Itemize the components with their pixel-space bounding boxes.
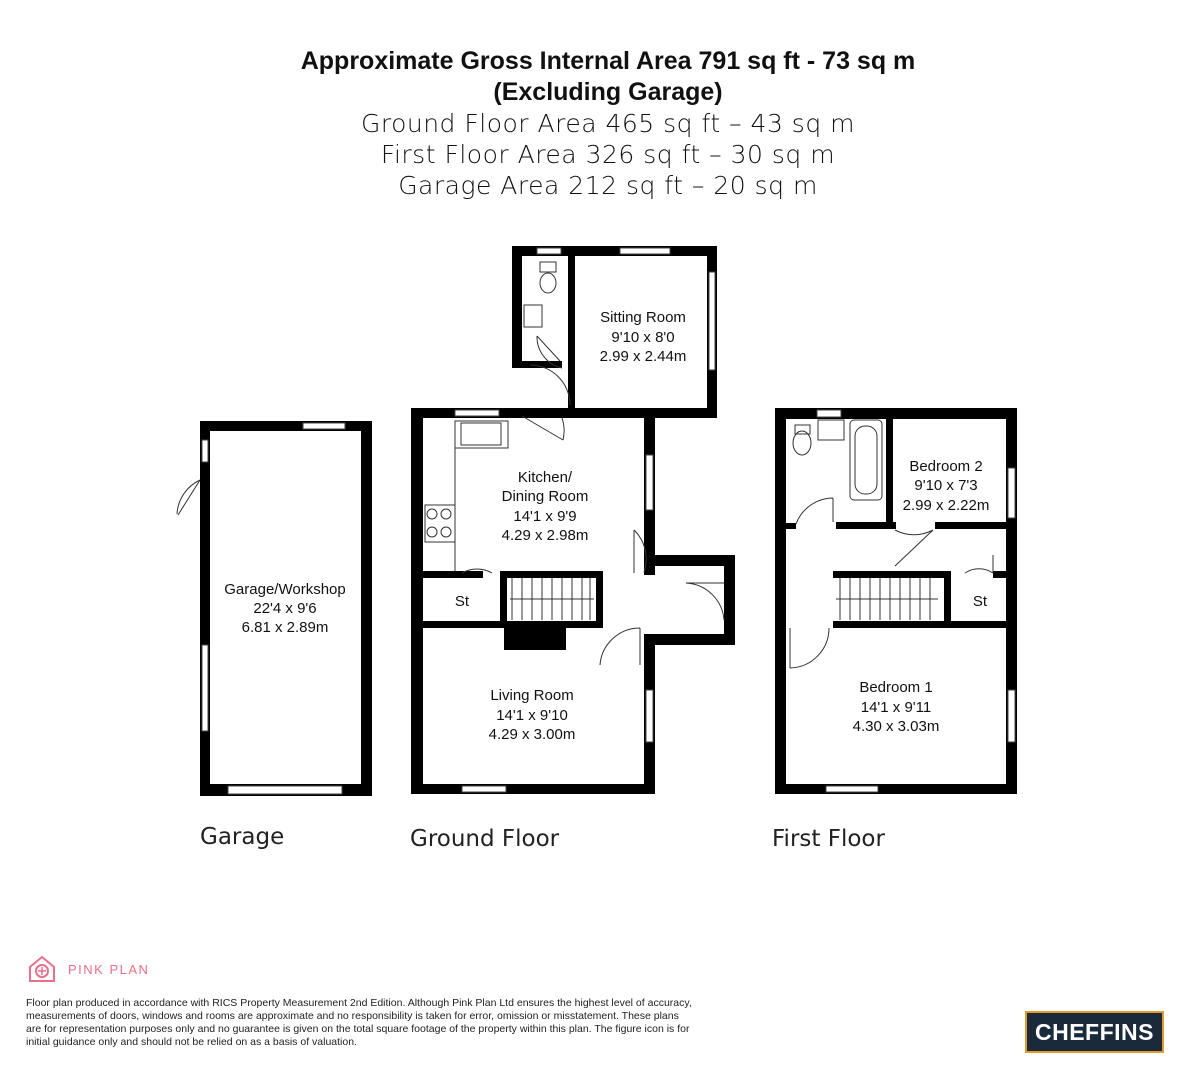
disclaimer: Floor plan produced in accordance with RICS Property Measurement 2nd Edition. Although Pink Plan Ltd ensures the highest level of accuracy, measurements of doors, windows and rooms are approximate and no responsibility is taken for error, omission or misstatement. These plans are for representation purposes only and no guarantee is given on the total square footage of the property within this plan. The figure icon is for initial guidance only and should not be relied on as a basis of valuation. xyxy=(26,997,692,1048)
porch-wall-right xyxy=(724,555,735,645)
bedroom1-imperial: 14'1 x 9'11 xyxy=(860,699,932,716)
porch-wall-bottom xyxy=(644,634,735,645)
bath-inner xyxy=(855,426,877,494)
garage-wall-left xyxy=(200,421,210,796)
pink-plan-logo xyxy=(26,953,149,985)
sitting-window-side xyxy=(709,272,715,370)
sitting-door xyxy=(522,365,570,440)
stair-wall-left xyxy=(500,571,507,626)
bedroom1-name: Bedroom 1 xyxy=(859,679,933,696)
wc-sitting-partition xyxy=(568,246,575,411)
bathroom-wall-bottom xyxy=(836,522,896,529)
chimney-breast xyxy=(504,626,566,650)
garage-wall-top xyxy=(200,421,372,431)
sitting-room-name: Sitting Room xyxy=(600,309,686,326)
porch-wall-top xyxy=(644,555,735,566)
garage-window-top xyxy=(303,423,345,429)
wc-window xyxy=(537,248,561,254)
bath-bed2-partition xyxy=(886,419,893,529)
bed2-wall-bottom xyxy=(935,522,1006,529)
kitchen-side-window xyxy=(646,455,653,510)
garage-wall-right xyxy=(361,421,372,796)
house-icon xyxy=(26,953,58,985)
hob-ring-1 xyxy=(427,509,437,519)
hob-ring-3 xyxy=(427,527,437,537)
bed1-door xyxy=(790,628,829,668)
sitting-room-imperial: 9'10 x 8'0 xyxy=(611,329,675,346)
ground-floor-area: Ground Floor Area 465 sq ft – 43 sq m xyxy=(360,109,856,138)
first-bath-window xyxy=(817,410,841,417)
excluding-garage-note: (Excluding Garage) xyxy=(493,78,723,106)
bed2-door xyxy=(895,530,933,566)
first-store-label: St xyxy=(972,593,988,610)
living-room-metric: 4.29 x 3.00m xyxy=(488,726,576,743)
ground-wall-bottom xyxy=(411,784,655,794)
wc-toilet xyxy=(540,273,556,293)
first-wall-bottom xyxy=(775,784,1017,794)
bed2-window xyxy=(1008,468,1015,518)
ground-inner-wall-2 xyxy=(500,571,600,578)
living-room-imperial: 14'1 x 9'10 xyxy=(496,707,568,724)
living-side-window xyxy=(646,690,653,742)
garage-imperial: 22'4 x 9'6 xyxy=(253,600,317,617)
living-window xyxy=(462,786,506,792)
garage-area: Garage Area 212 sq ft – 20 sq m xyxy=(398,171,818,200)
bed1-window xyxy=(826,786,878,792)
bedroom2-metric: 2.99 x 2.22m xyxy=(902,497,990,514)
bedroom2-name: Bedroom 2 xyxy=(909,458,983,475)
first-basin xyxy=(818,420,844,440)
living-door xyxy=(600,628,640,665)
sitting-window-top xyxy=(620,248,670,254)
wc-wall-bottom xyxy=(512,361,562,368)
kitchen-metric: 4.29 x 2.98m xyxy=(501,527,589,544)
garage-name: Garage/Workshop xyxy=(224,581,346,598)
first-wall-top xyxy=(775,408,1017,419)
garage-side-door xyxy=(177,480,200,515)
hob-ring-2 xyxy=(441,509,451,519)
garage-window-side xyxy=(202,645,208,731)
ground-stairs xyxy=(510,578,594,620)
first-landing-wall xyxy=(833,621,1006,628)
front-door xyxy=(686,583,724,620)
first-wall-left xyxy=(775,408,786,794)
bathroom-door xyxy=(796,498,833,524)
first-floor-label: First Floor xyxy=(772,826,885,852)
first-floor-area: First Floor Area 326 sq ft – 30 sq m xyxy=(380,140,836,169)
wc-basin xyxy=(524,305,542,327)
first-toilet xyxy=(793,431,811,455)
first-stair-wall-top xyxy=(833,571,945,578)
first-stairs xyxy=(836,578,938,620)
first-store-door xyxy=(965,555,993,573)
hob-ring-4 xyxy=(441,527,451,537)
sitting-room-metric: 2.99 x 2.44m xyxy=(599,348,687,365)
garage-door xyxy=(228,786,342,794)
garage-floor-label: Garage xyxy=(200,824,285,850)
living-room-name: Living Room xyxy=(490,687,574,704)
bedroom2-imperial: 9'10 x 7'3 xyxy=(914,477,978,494)
ground-wall-left xyxy=(411,408,423,794)
sitting-wall-bottom xyxy=(570,408,717,418)
cheffins-logo xyxy=(1025,1011,1164,1053)
bed1-side-window xyxy=(1008,690,1015,742)
wc-cistern xyxy=(540,262,556,272)
gross-area-title: Approximate Gross Internal Area 791 sq ft - 73 sq m xyxy=(300,47,916,75)
kitchen-name-2: Dining Room xyxy=(501,488,589,505)
ground-inner-wall-1 xyxy=(423,571,483,578)
stair-wall-right xyxy=(596,571,603,628)
bedroom1-metric: 4.30 x 3.03m xyxy=(852,718,940,735)
kitchen-counter xyxy=(455,421,508,571)
ground-store-label: St xyxy=(454,593,470,610)
kitchen-name-1: Kitchen/ xyxy=(517,469,573,486)
wc-wall-left xyxy=(512,246,522,368)
kitchen-window xyxy=(455,410,499,416)
garage-window-left xyxy=(202,440,208,462)
kitchen-imperial: 14'1 x 9'9 xyxy=(513,508,577,525)
cheffins-wordmark: CHEFFINS xyxy=(1035,1018,1154,1045)
pink-plan-wordmark: PINK PLAN xyxy=(68,961,150,977)
garage-metric: 6.81 x 2.89m xyxy=(241,619,329,636)
ground-floor-label: Ground Floor xyxy=(410,826,560,852)
first-store-wall-left xyxy=(944,571,951,628)
kitchen-sink xyxy=(461,423,501,445)
first-store-wall-top xyxy=(993,571,1006,578)
landing-wall-stub xyxy=(786,523,796,529)
